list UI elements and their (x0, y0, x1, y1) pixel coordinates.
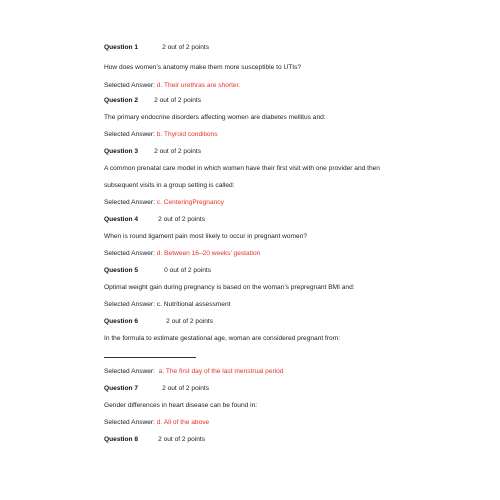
answer-blank-line (104, 357, 196, 358)
selected-answer-label: Selected Answer: (104, 301, 155, 308)
question-4-answer (104, 250, 260, 258)
question-3-header (104, 148, 201, 156)
question-points: 2 out of 2 points (158, 216, 206, 223)
selected-answer-label: Selected Answer: (104, 250, 155, 257)
question-label: Question 3 (104, 148, 139, 155)
question-points: 2 out of 2 points (154, 148, 202, 155)
question-6-answer (104, 368, 283, 376)
selected-answer-value: d. All of the above (156, 419, 210, 426)
question-points: 2 out of 2 points (162, 385, 210, 392)
selected-answer-label: Selected Answer: (104, 368, 155, 375)
question-label: Question 4 (104, 216, 139, 223)
question-3-answer (104, 199, 224, 207)
selected-answer-label: Selected Answer: (104, 82, 155, 89)
question-1-answer (104, 82, 240, 90)
selected-answer-label: Selected Answer: (104, 419, 155, 426)
selected-answer-value: a. The first day of the last menstrual period (158, 368, 284, 375)
question-7-answer (104, 419, 209, 427)
selected-answer-value: c. CenteringPregnancy (156, 199, 224, 206)
selected-answer-value: b. Thyroid conditions (156, 131, 218, 138)
question-points: 2 out of 2 points (162, 44, 210, 51)
question-label: Question 2 (104, 97, 139, 104)
question-5-header (104, 267, 211, 275)
question-5-prompt: Optimal weight gain during pregnancy is based on the woman’s prepregnant BMI and: (104, 284, 355, 291)
question-5-answer (104, 301, 230, 309)
question-points: 2 out of 2 points (166, 318, 214, 325)
question-4-header (104, 216, 205, 224)
question-1-prompt: How does women’s anatomy make them more susceptible to UTIs? (104, 64, 302, 71)
question-2-header (104, 97, 201, 105)
question-label: Question 8 (104, 436, 139, 443)
selected-answer-label: Selected Answer: (104, 131, 155, 138)
question-6-header (104, 318, 213, 326)
question-label: Question 1 (104, 44, 139, 51)
question-2-answer (104, 131, 218, 139)
question-label: Question 7 (104, 385, 139, 392)
selected-answer-value: d. Between 16–20 weeks’ gestation (156, 250, 261, 257)
question-points: 2 out of 2 points (154, 97, 202, 104)
question-7-header (104, 385, 209, 393)
question-3-prompt-line-2: subsequent visits in a group setting is called: (104, 182, 235, 189)
question-label: Question 5 (104, 267, 139, 274)
question-7-prompt: Gender differences in heart disease can be found in: (104, 402, 258, 409)
question-3-prompt-line-1: A common prenatal care model in which women have their first visit with one provider and then (104, 165, 380, 172)
question-points: 2 out of 2 points (158, 436, 206, 443)
selected-answer-label: Selected Answer: (104, 199, 155, 206)
question-2-prompt: The primary endocrine disorders affecting women are diabetes mellitus and: (104, 114, 326, 121)
selected-answer-value: d. Their urethras are shorter. (156, 82, 241, 89)
question-label: Question 6 (104, 318, 139, 325)
question-points: 0 out of 2 points (164, 267, 212, 274)
question-8-header (104, 436, 205, 444)
question-1-header (104, 44, 209, 52)
question-6-prompt: In the formula to estimate gestational age, woman are considered pregnant from: (104, 335, 341, 342)
question-4-prompt: When is round ligament pain most likely to occur in pregnant women? (104, 233, 308, 240)
selected-answer-value: c. Nutritional assessment (156, 301, 231, 308)
